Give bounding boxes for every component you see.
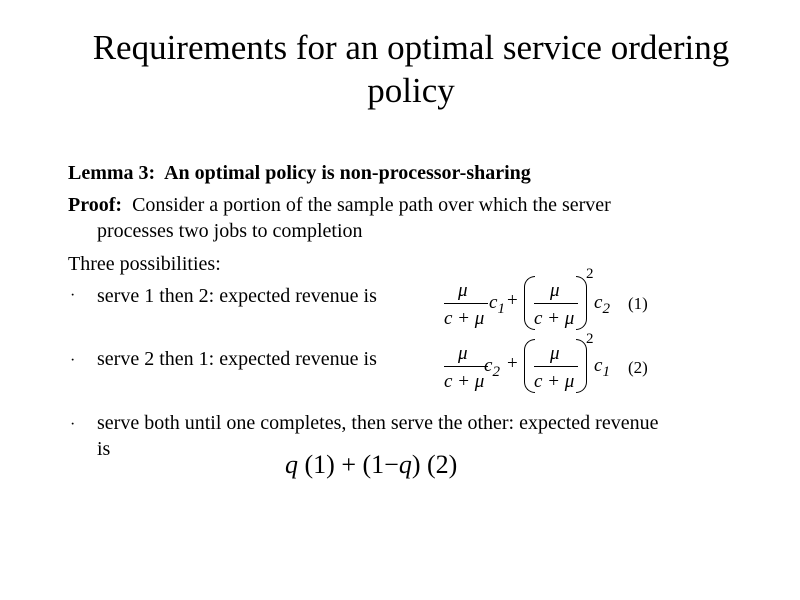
f2-den: c + μ (444, 371, 485, 392)
eq-number-1: (1) (628, 294, 648, 313)
f1-plus: + (507, 290, 518, 311)
item-3-text-2: is (97, 438, 111, 460)
f1-den: c + μ (444, 308, 485, 329)
f1-exponent: 2 (586, 266, 594, 282)
f1-inner-bar (534, 303, 578, 304)
f3-ref-1: (1) (304, 450, 335, 479)
f2-c1: $c_1$ (594, 355, 610, 380)
f2-plus: + (507, 353, 518, 374)
title-line-1: Requirements for an optimal service ordering (92, 28, 730, 67)
proof-label: Proof: (68, 194, 123, 216)
bullet-3: · (70, 416, 76, 433)
f3-paren-close: ) (411, 450, 421, 479)
f3-paren-open: (1− (362, 450, 399, 479)
f1-num-mu: μ (458, 280, 468, 301)
f3-q: q (285, 450, 298, 479)
f2-inner-mu: μ (550, 343, 560, 364)
f3-plus: + (341, 450, 356, 479)
eq-number-2: (2) (628, 358, 648, 377)
lemma-label: Lemma 3: (68, 162, 156, 184)
f2-exponent: 2 (586, 331, 594, 347)
f2-c2: $c_2$ (484, 355, 500, 380)
f1-c1: $c_1$ (489, 292, 505, 317)
f1-paren-right (576, 276, 587, 330)
lemma-text: An optimal policy is non-processor-sharing (164, 162, 531, 184)
bullet-1: · (70, 287, 76, 304)
f1-inner-mu: μ (550, 280, 560, 301)
f1-fraction-bar (444, 303, 488, 304)
slide-title (0, 26, 800, 112)
proof-line (68, 193, 611, 217)
f2-inner-den: c + μ (534, 371, 575, 392)
item-1-text: serve 1 then 2: expected revenue is (97, 285, 377, 307)
f3-ref-2: (2) (427, 450, 458, 479)
title-line-2: policy (367, 71, 455, 110)
proof-text-2: processes two jobs to completion (97, 220, 363, 242)
f2-inner-bar (534, 366, 578, 367)
item-2-text: serve 2 then 1: expected revenue is (97, 348, 377, 370)
item-3-text-1: serve both until one completes, then serve the other: expected revenue (97, 412, 659, 434)
lemma-line (68, 161, 531, 185)
f1-inner-den: c + μ (534, 308, 575, 329)
bullet-2: · (70, 352, 76, 369)
formula-3 (285, 450, 457, 480)
proof-text-1: Consider a portion of the sample path over which the server (132, 194, 611, 216)
f1-c2: $c_2$ (594, 292, 610, 317)
possibilities-label: Three possibilities: (68, 253, 221, 275)
f2-fraction-bar (444, 366, 488, 367)
f3-q-inner: q (398, 450, 412, 479)
f2-num-mu: μ (458, 343, 468, 364)
